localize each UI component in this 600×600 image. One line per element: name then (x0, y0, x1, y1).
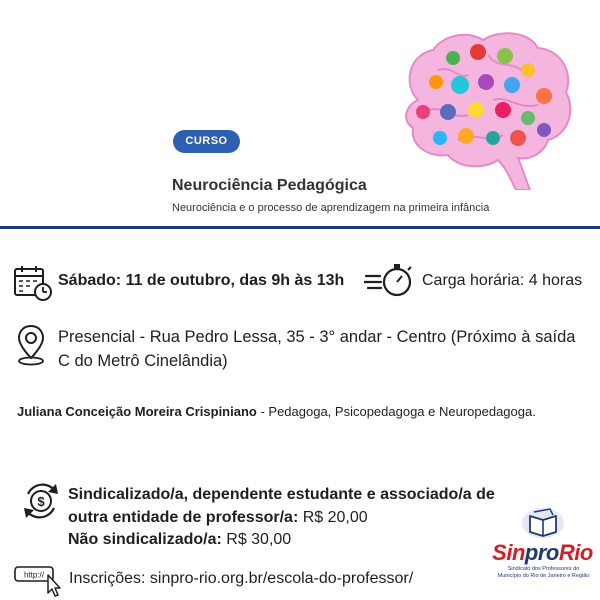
location-pin-icon (16, 324, 46, 366)
speaker (17, 404, 587, 419)
course-header (0, 0, 600, 228)
price-member (68, 484, 508, 529)
price-member-value: R$ 20,00 (298, 508, 368, 526)
book-icon (520, 506, 566, 540)
price-nonmember (68, 529, 508, 552)
speaker-name: Juliana Conceição Moreira Crispiniano (17, 404, 257, 419)
stopwatch-icon (364, 262, 414, 298)
course-title: Neurociência Pedagógica (172, 177, 367, 194)
course-badge: CURSO (173, 130, 240, 153)
event-location: Presencial - Rua Pedro Lessa, 35 - 3° andar - Centro (Próximo à saída C do Metrô Cinelândia) (58, 328, 576, 370)
signup-link[interactable]: Inscrições: sinpro-rio.org.br/escola-do-professor/ (69, 570, 414, 587)
price-nonmember-value: R$ 30,00 (221, 531, 292, 548)
course-subtitle: Neurociência e o processo de aprendizagem na primeira infância (172, 202, 490, 214)
workload-hours: Carga horária: 4 horas (422, 272, 583, 289)
header-divider (0, 226, 600, 229)
logo-sin: Sin (492, 540, 525, 565)
event-date: Sábado: 11 de outubro, das 9h às 13h (58, 272, 345, 289)
refresh-dollar-icon (20, 480, 62, 522)
speaker-role: - Pedagoga, Psicopedagoga e Neuropedagoga. (256, 404, 536, 419)
svg-text:$: $ (37, 494, 45, 509)
sinpro-rio-logo (490, 502, 595, 584)
price-member-label: Sindicalizado/a, dependente estudante e associado/a de outra entidade de professor/a: (68, 486, 495, 526)
logo-pro: pro (524, 540, 559, 565)
web-link-icon-label: http:// (23, 570, 45, 580)
price-nonmember-label: Não sindicalizado/a: (68, 531, 222, 548)
web-link-icon (14, 563, 66, 597)
logo-wordmark (490, 540, 595, 566)
calendar-clock-icon (13, 264, 53, 302)
logo-tagline: Sindicato dos Professores do Município do Rio de Janeiro e Região (497, 566, 590, 579)
pricing (68, 484, 508, 552)
logo-rio: Rio (558, 540, 593, 565)
brain-illustration (398, 30, 573, 190)
